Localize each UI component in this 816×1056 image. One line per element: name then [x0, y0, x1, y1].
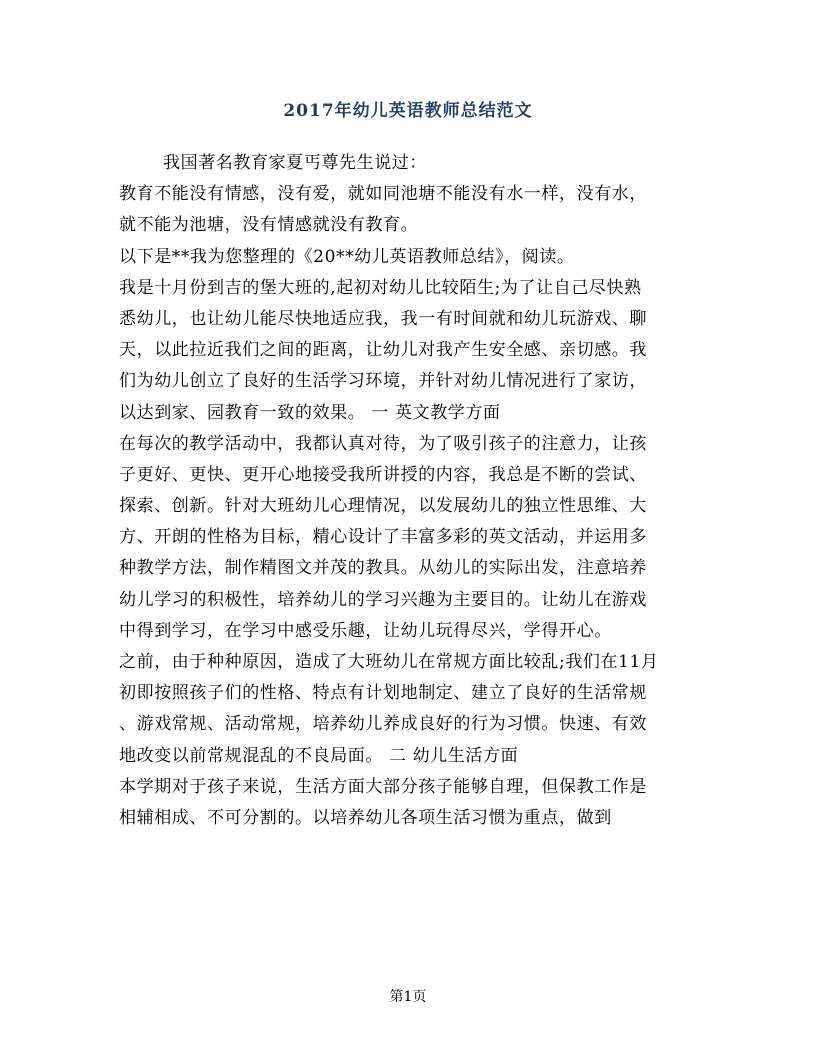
body-line: 初即按照孩子们的性格、特点有计划地制定、建立了良好的生活常规	[119, 683, 647, 704]
body-line: 方、开朗的性格为目标，精心设计了丰富多彩的英文活动，并运用多	[119, 527, 647, 548]
body-line: 中得到学习，在学习中感受乐趣，让幼儿玩得尽兴，学得开心。	[119, 620, 612, 641]
body-line: 我国著名教育家夏丐尊先生说过：	[163, 153, 427, 173]
page-number: 第1页	[389, 989, 427, 1005]
body-line: 地改变以前常规混乱的不良局面。 二 幼儿生活方面	[119, 745, 519, 766]
body-line: 天，以此拉近我们之间的距离，让幼儿对我产生安全感、亲切感。我	[119, 340, 647, 361]
body-line: 之前，由于种种原因，造成了大班幼儿在常规方面比较乱;我们在11月	[119, 652, 659, 672]
body-line: 我是十月份到吉的堡大班的,起初对幼儿比较陌生;为了让自己尽快熟	[119, 277, 642, 298]
body-line: 相辅相成、不可分割的。以培养幼儿各项生活习惯为重点，做到	[119, 807, 612, 828]
document-body	[119, 148, 699, 834]
document-title: 2017年幼儿英语教师总结范文	[283, 101, 533, 121]
body-line: 悉幼儿，也让幼儿能尽快地适应我，我一有时间就和幼儿玩游戏、聊	[119, 308, 647, 329]
body-line: 就不能为池塘，没有情感就没有教育。	[119, 215, 419, 236]
body-line: 、游戏常规、活动常规，培养幼儿养成良好的行为习惯。快速、有效	[119, 714, 647, 735]
body-line: 教育不能没有情感，没有爱，就如同池塘不能没有水一样，没有水，	[119, 184, 647, 205]
body-line: 在每次的教学活动中，我都认真对待，为了吸引孩子的注意力，让孩	[119, 433, 647, 454]
body-line: 种教学方法，制作精图文并茂的教具。从幼儿的实际出发，注意培养	[119, 558, 647, 579]
body-line: 探索、创新。针对大班幼儿心理情况，以发展幼儿的独立性思维、大	[119, 496, 647, 517]
body-line: 子更好、更快、更开心地接受我所讲授的内容，我总是不断的尝试、	[119, 464, 647, 485]
body-line: 以达到家、园教育一致的效果。 一 英文教学方面	[119, 402, 501, 423]
body-line: 幼儿学习的积极性，培养幼儿的学习兴趣为主要目的。让幼儿在游戏	[119, 589, 647, 610]
body-line: 以下是**我为您整理的《20**幼儿英语教师总结》，阅读。	[119, 246, 575, 267]
body-line: 们为幼儿创立了良好的生活学习环境，并针对幼儿情况进行了家访，	[119, 371, 647, 392]
body-line: 本学期对于孩子来说，生活方面大部分孩子能够自理，但保教工作是	[119, 776, 647, 797]
